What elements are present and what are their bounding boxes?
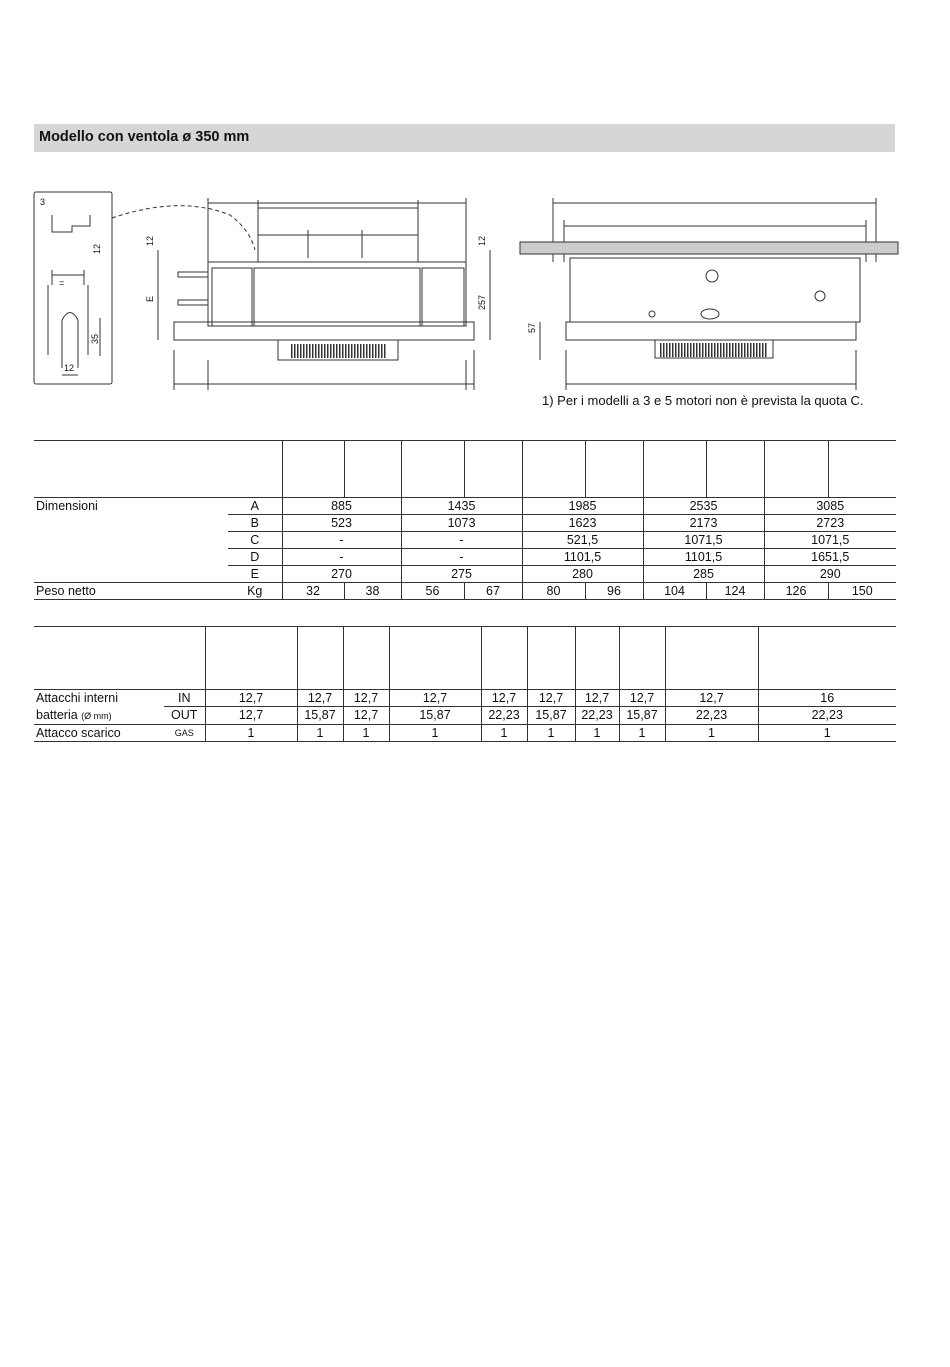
- in-cell: 16: [758, 690, 896, 707]
- weight-cell: 126: [764, 583, 828, 600]
- in-cell: 12,7: [205, 690, 297, 707]
- out-cell: 22,23: [575, 707, 619, 725]
- in-cell: 12,7: [619, 690, 665, 707]
- drain-label: Attacco scarico: [34, 724, 164, 741]
- dim-row-E: [34, 566, 896, 583]
- detail-leader: [112, 206, 255, 250]
- dim-cell: 1071,5: [764, 532, 896, 549]
- drain-cell: 1: [758, 724, 896, 741]
- side-drip-tray: [566, 322, 856, 340]
- out-cell: 22,23: [758, 707, 896, 725]
- front-label-12b: 12: [477, 235, 487, 246]
- technical-drawings: [0, 0, 950, 420]
- dim-cell: 1435: [401, 498, 522, 515]
- dim-cell: 2723: [764, 515, 896, 532]
- weight-cell: 80: [522, 583, 585, 600]
- drain-cell: 1: [481, 724, 527, 741]
- drain-row: [34, 724, 896, 741]
- out-cell: 15,87: [297, 707, 343, 725]
- front-label-12: 12: [145, 235, 155, 246]
- weight-cell: 67: [464, 583, 522, 600]
- dim-cell: 1985: [522, 498, 643, 515]
- in-cell: 12,7: [575, 690, 619, 707]
- dim-cell: 885: [282, 498, 401, 515]
- weight-cell: 150: [828, 583, 896, 600]
- front-label-257: 257: [477, 294, 487, 310]
- weight-cell: 124: [706, 583, 764, 600]
- detail-label-3: 3: [40, 197, 46, 207]
- dimensions-table: [34, 440, 896, 600]
- dim-cell: 285: [643, 566, 764, 583]
- dim-cell: 1651,5: [764, 549, 896, 566]
- front-unit-body: [208, 262, 466, 326]
- detail-label-12b: 12: [64, 363, 75, 373]
- drain-cell: 1: [205, 724, 297, 741]
- dim-row-B: [34, 515, 896, 532]
- connections-label-line1: Attacchi interni: [34, 690, 164, 707]
- out-cell: 12,7: [205, 707, 297, 725]
- drain-cell: 1: [575, 724, 619, 741]
- dim-cell: 2535: [643, 498, 764, 515]
- drain-cell: 1: [389, 724, 481, 741]
- out-cell: 15,87: [619, 707, 665, 725]
- in-cell: 12,7: [481, 690, 527, 707]
- dim-cell: 1623: [522, 515, 643, 532]
- detail-profile-top: [52, 215, 90, 232]
- weight-cell: 38: [344, 583, 401, 600]
- dim-cell: 280: [522, 566, 643, 583]
- out-row: [34, 707, 896, 725]
- weight-row: [34, 583, 896, 600]
- dim-cell: 1071,5: [643, 532, 764, 549]
- weight-unit: Kg: [228, 583, 282, 600]
- dim-cell: -: [401, 532, 522, 549]
- dim-key: C: [228, 532, 282, 549]
- section-title: Modello con ventola ø 350 mm: [39, 129, 250, 145]
- front-label-E: E: [145, 295, 155, 302]
- weight-cell: 104: [643, 583, 706, 600]
- in-cell: 12,7: [665, 690, 758, 707]
- dim-row-C: [34, 532, 896, 549]
- out-cell: 15,87: [527, 707, 575, 725]
- side-ceiling-rail: [520, 242, 898, 254]
- connections-header-row: [34, 627, 896, 690]
- connections-unit: (Ø mm): [81, 710, 112, 721]
- weight-cell: 96: [585, 583, 643, 600]
- weight-label: Peso netto: [34, 583, 228, 600]
- side-label-57: 57: [527, 322, 537, 333]
- drain-cell: 1: [619, 724, 665, 741]
- in-cell: 12,7: [297, 690, 343, 707]
- weight-cell: 32: [282, 583, 344, 600]
- drain-cell: 1: [343, 724, 389, 741]
- dim-row-D: [34, 549, 896, 566]
- dimensions-label: Dimensioni: [34, 498, 228, 515]
- dim-cell: 275: [401, 566, 522, 583]
- in-row: [34, 690, 896, 707]
- in-cell: 12,7: [527, 690, 575, 707]
- out-cell: 22,23: [481, 707, 527, 725]
- connections-label-line2: batteria: [36, 707, 78, 722]
- footnote: 1) Per i modelli a 3 e 5 motori non è prevista la quota C.: [542, 393, 864, 408]
- dim-cell: 1101,5: [522, 549, 643, 566]
- detail-label-eq: =: [59, 278, 65, 288]
- dim-key: E: [228, 566, 282, 583]
- drain-cell: 1: [297, 724, 343, 741]
- out-cell: 15,87: [389, 707, 481, 725]
- out-cell: 12,7: [343, 707, 389, 725]
- connections-table: [34, 626, 896, 742]
- dim-cell: 1073: [401, 515, 522, 532]
- dim-cell: 521,5: [522, 532, 643, 549]
- dim-cell: 523: [282, 515, 401, 532]
- dim-row-A: [34, 498, 896, 515]
- dim-cell: 290: [764, 566, 896, 583]
- in-cell: 12,7: [343, 690, 389, 707]
- out-cell: 22,23: [665, 707, 758, 725]
- detail-profile-bottom: [48, 285, 88, 368]
- dim-cell: -: [282, 532, 401, 549]
- dim-cell: 3085: [764, 498, 896, 515]
- drain-cell: 1: [665, 724, 758, 741]
- in-label: IN: [164, 690, 205, 707]
- drain-unit: GAS: [164, 724, 205, 741]
- side-unit-body: [570, 258, 860, 322]
- dim-key: A: [228, 498, 282, 515]
- weight-cell: 56: [401, 583, 464, 600]
- dimensions-header-row: [34, 441, 896, 498]
- front-drip-tray: [174, 322, 474, 340]
- dim-key: B: [228, 515, 282, 532]
- detail-label-35: 35: [90, 333, 100, 344]
- dim-key: D: [228, 549, 282, 566]
- in-cell: 12,7: [389, 690, 481, 707]
- dim-cell: 270: [282, 566, 401, 583]
- out-label: OUT: [164, 707, 205, 725]
- drain-cell: 1: [527, 724, 575, 741]
- dim-cell: 2173: [643, 515, 764, 532]
- dim-cell: -: [401, 549, 522, 566]
- dim-cell: 1101,5: [643, 549, 764, 566]
- detail-label-12: 12: [92, 243, 102, 254]
- dim-cell: -: [282, 549, 401, 566]
